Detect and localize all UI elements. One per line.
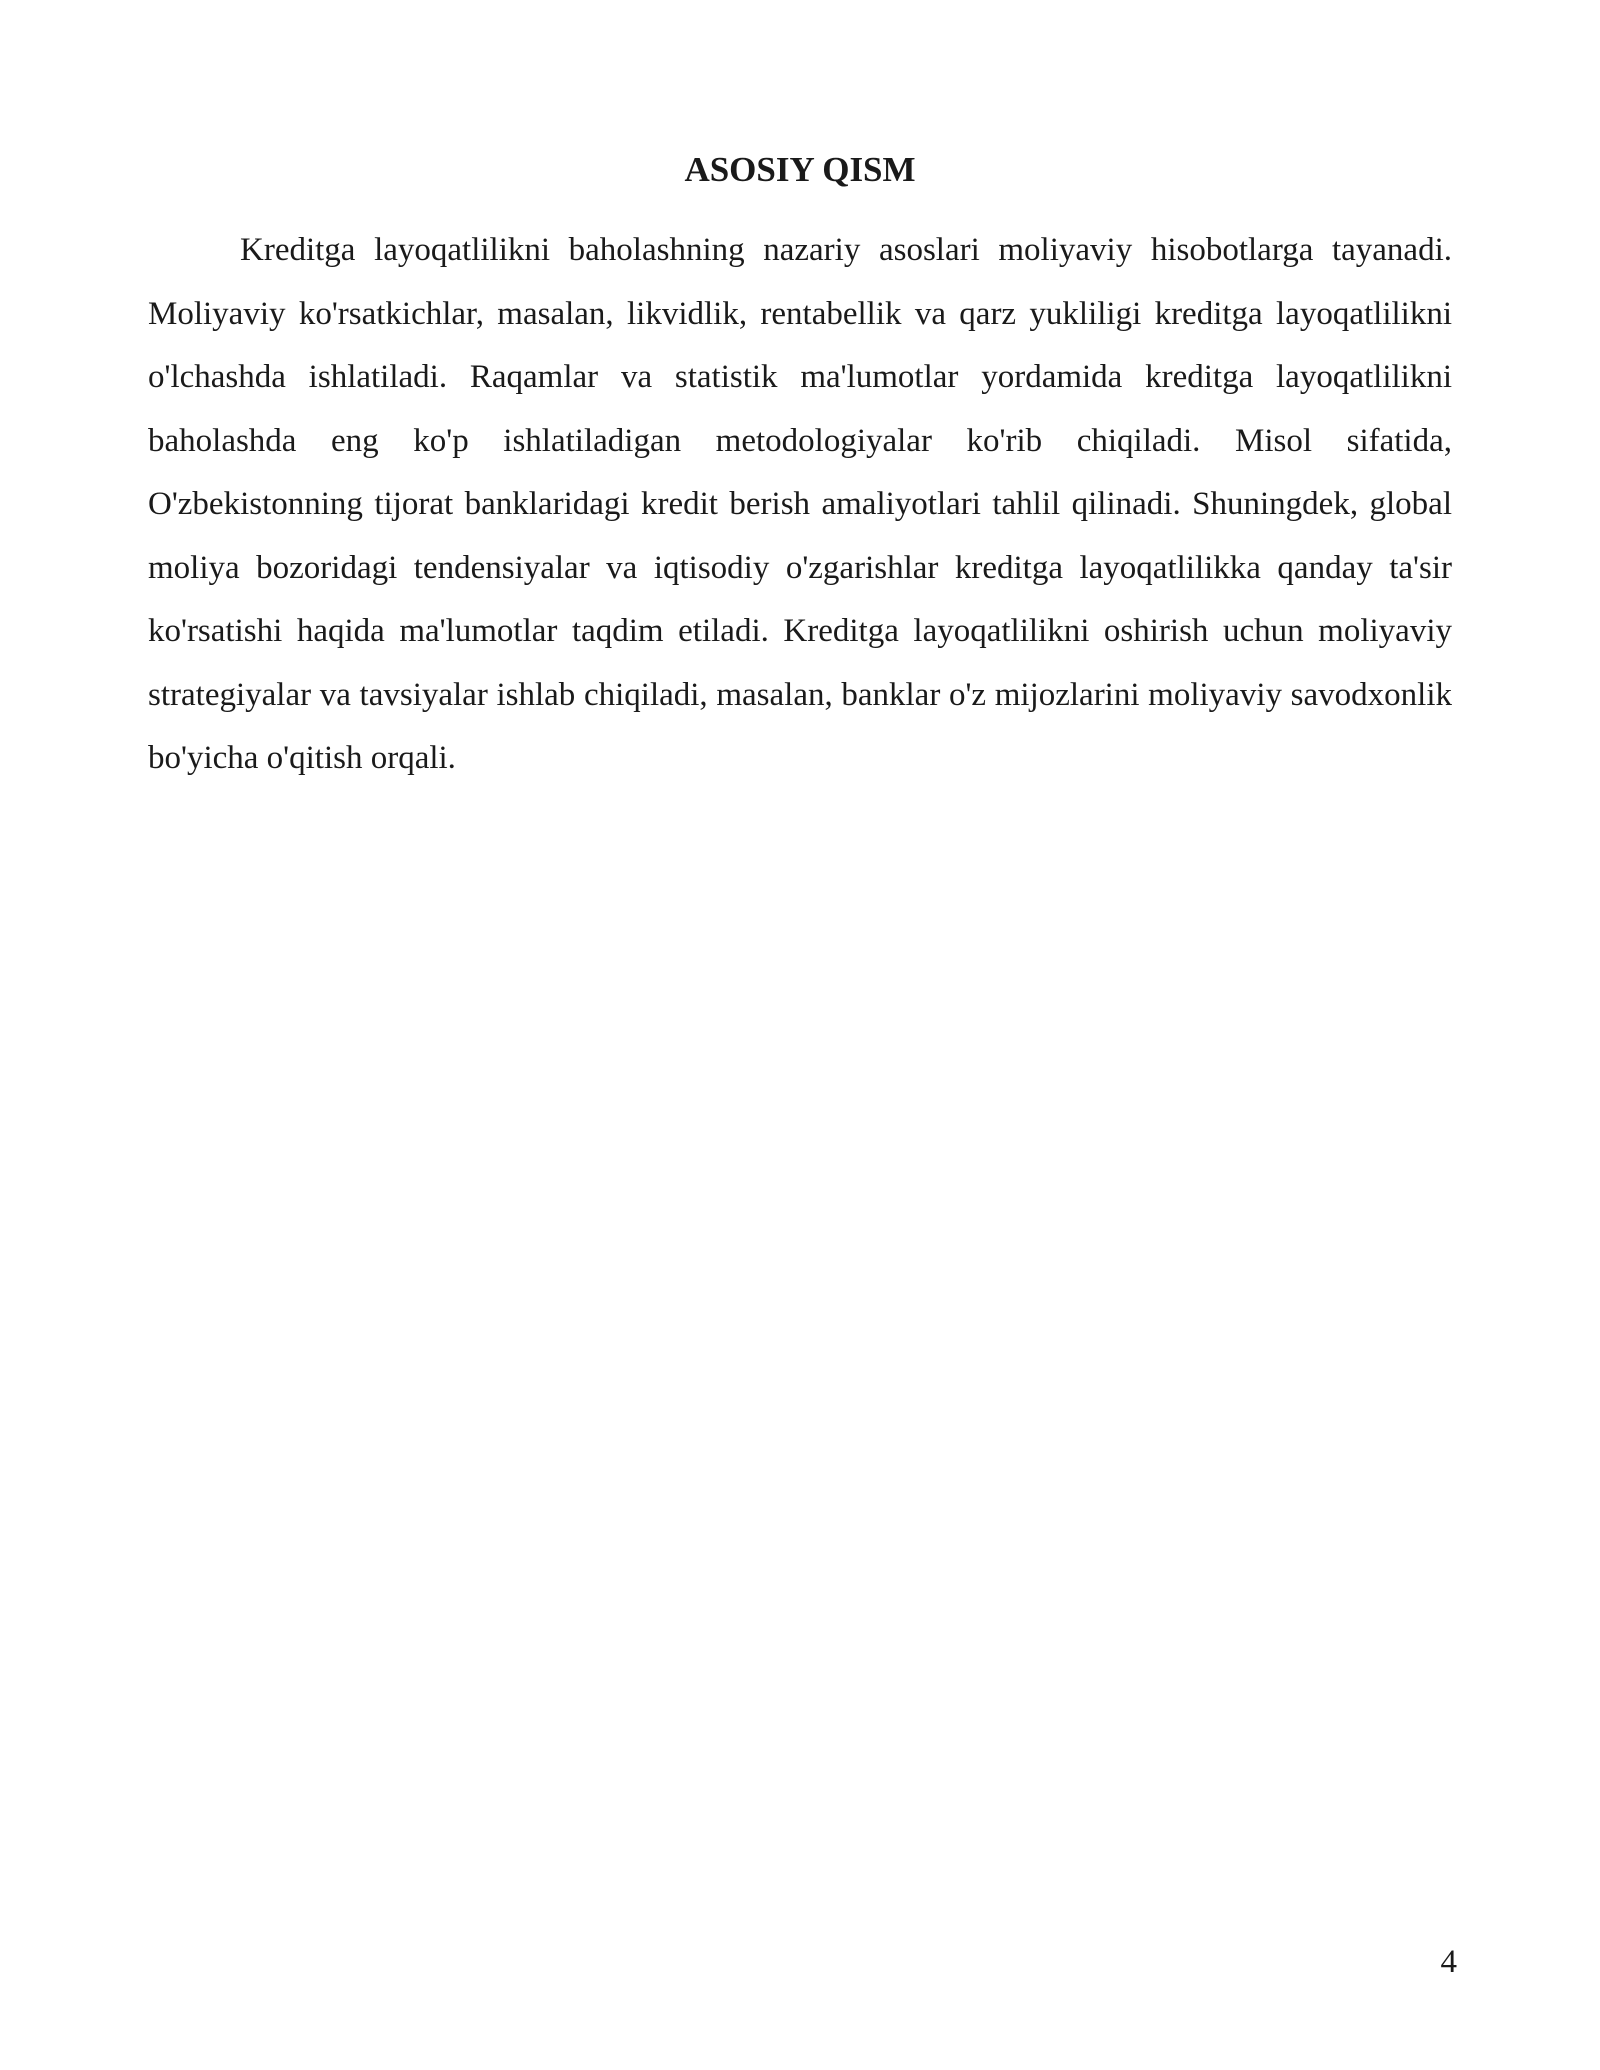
page-number: 4 bbox=[1440, 1944, 1457, 1980]
section-heading: ASOSIY QISM bbox=[684, 150, 916, 189]
body-paragraph: Kreditga layoqatlilikni baholashning nazariy asoslari moliyaviy hisobotlarga tayanadi. Moliyaviy ko'rsatkichlar, masalan, likvidlik, rentabellik va qarz yukliligi kreditga layoqatlilikni o'lchashda ishlatiladi. Raqamlar va statistik ma'lumotlar yordamida kreditga layoqatlilikni baholashda eng ko'p ishlatiladigan metodologiyalar ko'rib chiqiladi. Misol sifatida, O'zbekistonning tijorat banklaridagi kredit berish amaliyotlari tahlil qilinadi. Shuningdek, global moliya bozoridagi tendensiyalar va iqtisodiy o'zgarishlar kreditga layoqatlilikka qanday ta'sir ko'rsatishi haqida ma'lumotlar taqdim etiladi. Kreditga layoqatlilikni oshirish uchun moliyaviy strategiyalar va tavsiyalar ishlab chiqiladi, masalan, banklar o'z mijozlarini moliyaviy savodxonlik bo'yicha o'qitish orqali. bbox=[148, 232, 1452, 776]
